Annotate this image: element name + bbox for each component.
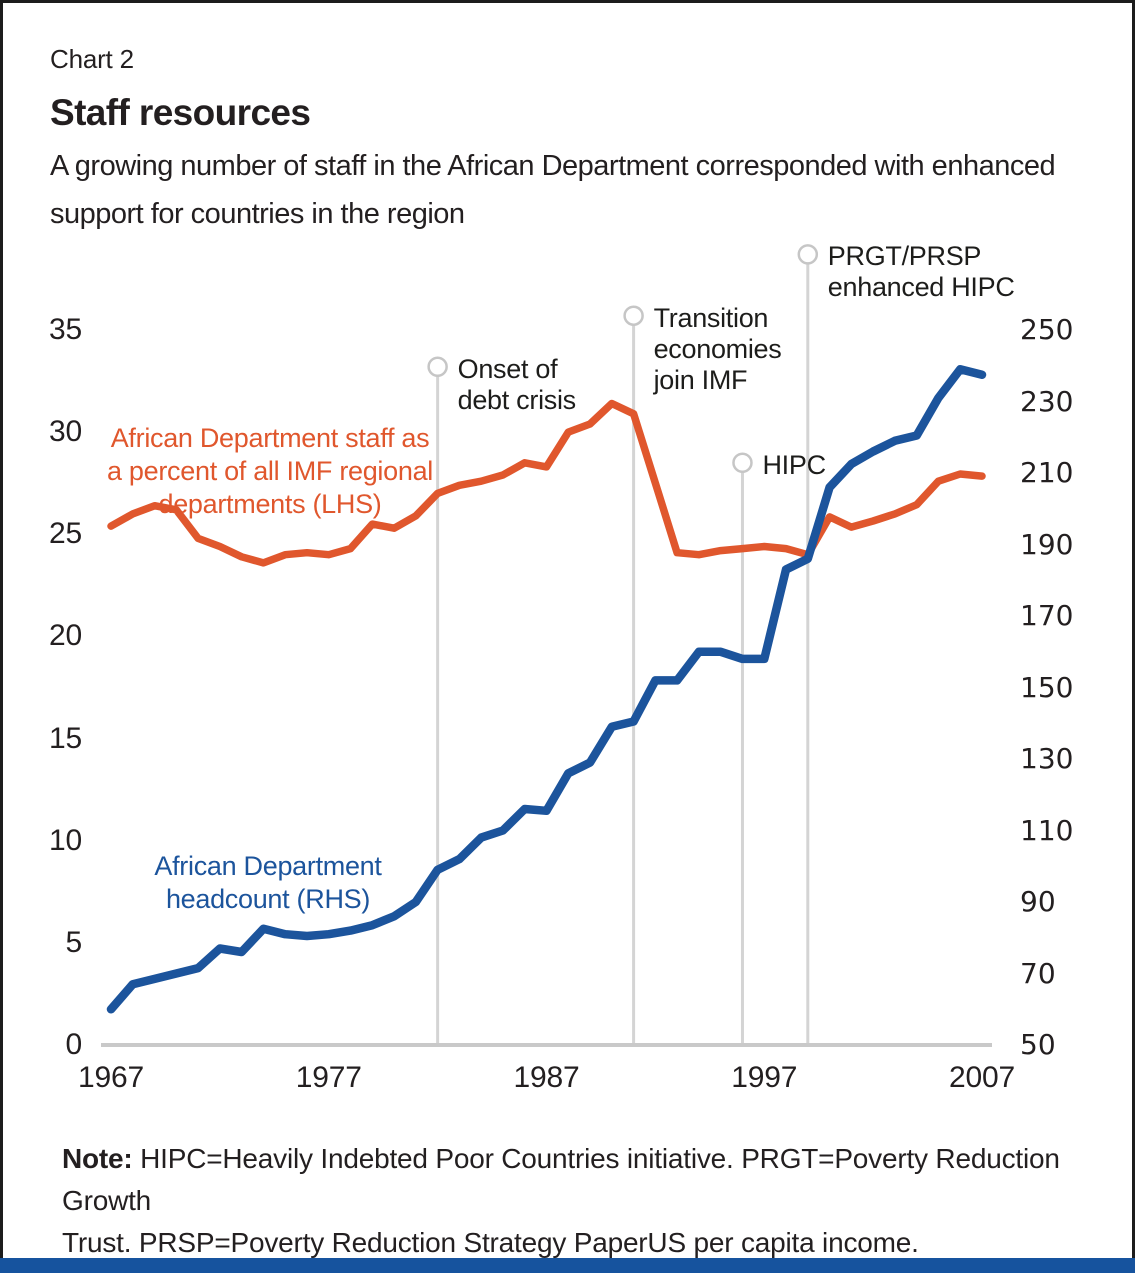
series-label-line: headcount (RHS) — [165, 884, 371, 914]
bottom-accent-bar — [0, 1258, 1135, 1273]
right-axis-tick: 170 — [1020, 599, 1074, 632]
left-axis-tick: 10 — [49, 823, 82, 857]
event-marker-circle — [799, 245, 817, 263]
event-annotation-text — [762, 450, 825, 481]
left-axis-tick: 30 — [49, 415, 82, 449]
series-label-line: African Department — [154, 851, 382, 881]
event-annotation-text — [458, 354, 576, 416]
event-annotation-line: debt crisis — [457, 384, 576, 415]
right-axis-tick: 130 — [1020, 742, 1074, 775]
event-annotation-line: join IMF — [653, 364, 748, 395]
right-axis-tick: 90 — [1020, 885, 1056, 918]
x-axis-tick: 1987 — [513, 1061, 580, 1094]
right-axis-tick: 50 — [1020, 1028, 1056, 1061]
event-marker-circle — [625, 307, 643, 325]
page-title: Staff resources — [50, 92, 311, 133]
left-axis-tick: 35 — [49, 313, 82, 346]
footnote-note-label: Note: — [62, 1143, 133, 1174]
series-label-line: African Department staff as — [110, 423, 430, 453]
series-label-line: a percent of all IMF regional — [107, 456, 433, 486]
right-axis-tick: 230 — [1020, 384, 1074, 418]
chart-number-label: Chart 2 — [50, 44, 134, 74]
event-annotation-line: Transition — [653, 302, 769, 333]
footnote-line-1: Note: HIPC=Heavily Indebted Poor Countries initiative. PRGT=Poverty Reduction Growth — [62, 1143, 1060, 1216]
left-axis-tick: 15 — [49, 721, 82, 755]
footnote — [62, 1138, 1092, 1264]
left-axis-tick: 20 — [49, 619, 82, 653]
x-axis-tick: 1977 — [295, 1061, 362, 1094]
right-axis-tick: 150 — [1020, 670, 1074, 704]
event-annotation-line: economies — [653, 333, 782, 364]
event-annotation-line: PRGT/PRSP — [827, 241, 982, 272]
event-marker-circle — [733, 454, 751, 472]
left-axis-tick: 0 — [65, 1028, 82, 1061]
right-axis-tick: 110 — [1020, 813, 1074, 847]
event-annotation-line: HIPC — [762, 449, 826, 480]
event-annotation-text — [828, 241, 1015, 303]
right-axis-tick: 70 — [1020, 956, 1056, 990]
left-axis-tick: 5 — [65, 925, 82, 959]
right-axis-tick: 250 — [1020, 313, 1074, 346]
orange-series-label — [70, 422, 470, 521]
event-annotation-line: enhanced HIPC — [827, 272, 1015, 303]
right-axis-tick: 190 — [1020, 527, 1074, 561]
chart-subtitle: A growing number of staff in the African Department corresponded with enhanced support for countries in the region — [50, 150, 1056, 230]
event-marker-circle — [429, 358, 447, 376]
series-label-line: departments (LHS) — [158, 489, 382, 519]
footnote-line-2: Trust. PRSP=Poverty Reduction Strategy PaperUS per capita income. — [62, 1227, 919, 1258]
right-axis-tick: 210 — [1020, 456, 1074, 489]
x-axis-tick: 2007 — [949, 1061, 1015, 1094]
left-axis-tick: 25 — [49, 517, 82, 551]
event-annotation-text — [654, 303, 782, 396]
x-axis-tick: 1967 — [78, 1061, 144, 1094]
x-axis-tick: 1997 — [731, 1061, 798, 1094]
blue-series-label — [68, 850, 468, 916]
event-annotation-line: Onset of — [457, 353, 558, 384]
